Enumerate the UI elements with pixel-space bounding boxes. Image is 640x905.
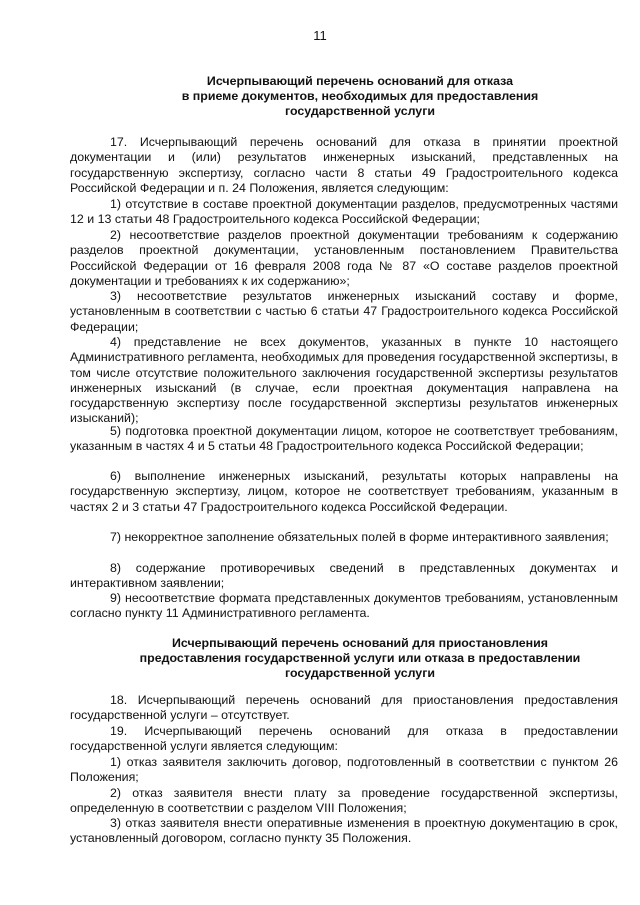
paragraph-17-item-8: 8) содержание противоречивых сведений в представленных документах и интерактивном заявлении; xyxy=(70,561,618,591)
section-1-title xyxy=(150,74,570,119)
page-number: 11 xyxy=(313,28,327,43)
paragraph-17-item-3: 3) несоответствие результатов инженерных изысканий составу и форме, установленным в соответствии с частью 6 статьи 47 Градостроительного кодекса Российской Федерации; xyxy=(70,289,618,334)
paragraph-17-item-1: 1) отсутствие в составе проектной документации разделов, предусмотренных частями 12 и 13 статьи 48 Градостроительного кодекса Российской Федерации; xyxy=(70,197,618,227)
paragraph-17-item-6: 6) выполнение инженерных изысканий, результаты которых направлены на государственную экспертизу, лицом, которое не соответствует требованиям, указанным в частях 2 и 3 статьи 47 Градостроительного кодекса Российской Федерации. xyxy=(70,469,618,514)
paragraph-19: 19. Исчерпывающий перечень оснований для отказа в предоставлении государственной услуги является следующим: xyxy=(70,724,618,754)
paragraph-17-item-5: 5) подготовка проектной документации лицом, которое не соответствует требованиям, указанным в частях 4 и 5 статьи 48 Градостроительного кодекса Российской Федерации; xyxy=(70,424,618,454)
section-2-title-line: государственной услуги xyxy=(285,666,435,680)
section-2-title-line: Исчерпывающий перечень оснований для приостановления xyxy=(171,636,549,650)
paragraph-19-item-3: 3) отказ заявителя внести оперативные изменения в проектную документацию в срок, установленный договором, согласно пункту 35 Положения. xyxy=(70,816,618,846)
paragraph-17-item-9: 9) несоответствие формата представленных документов требованиям, установленным согласно пункту 11 Административного регламента. xyxy=(70,591,618,621)
paragraph-17: 17. Исчерпывающий перечень оснований для отказа в принятии проектной документации и (или) результатов инженерных изысканий, представленных на государственную экспертизу, согласно части 8 статьи 49 Градостроительного кодекса Российской Федерации и п. 24 Положения, является следующим: xyxy=(70,135,618,195)
section-2-title xyxy=(100,636,620,681)
paragraph-17-item-7: 7) некорректное заполнение обязательных полей в форме интерактивного заявления; xyxy=(110,530,609,544)
paragraph-17-item-4: 4) представление не всех документов, указанных в пункте 10 настоящего Административного регламента, необходимых для проведения государственной экспертизы, в том числе отсутствие положительного заключения государственной экспертизы результатов инженерных изысканий (в случае, если проектная документация направлена на государственную экспертизу после государственной экспертизы результатов инженерных изысканий); xyxy=(70,335,618,426)
paragraph-19-item-2: 2) отказ заявителя внести плату за проведение государственной экспертизы, определенную в соответствии с разделом VIII Положения; xyxy=(70,786,618,816)
section-2-title-line: предоставления государственной услуги или отказа в предоставлении xyxy=(139,651,581,665)
paragraph-19-item-1: 1) отказ заявителя заключить договор, подготовленный в соответствии с пунктом 26 Положения; xyxy=(70,755,618,785)
paragraph-17-item-2: 2) несоответствие разделов проектной документации требованиям к содержанию разделов проектной документации, установленным постановлением Правительства Российской Федерации от 16 февраля 2008 года № 87 «О составе разделов проектной документации и требованиях к их содержанию»; xyxy=(70,228,618,288)
section-1-title-line: государственной услуги xyxy=(285,104,435,118)
section-1-title-line: Исчерпывающий перечень оснований для отказа xyxy=(206,74,514,88)
paragraph-18: 18. Исчерпывающий перечень оснований для приостановления предоставления государственной услуги – отсутствует. xyxy=(70,693,618,723)
section-1-title-line: в приеме документов, необходимых для предоставления xyxy=(181,89,539,103)
